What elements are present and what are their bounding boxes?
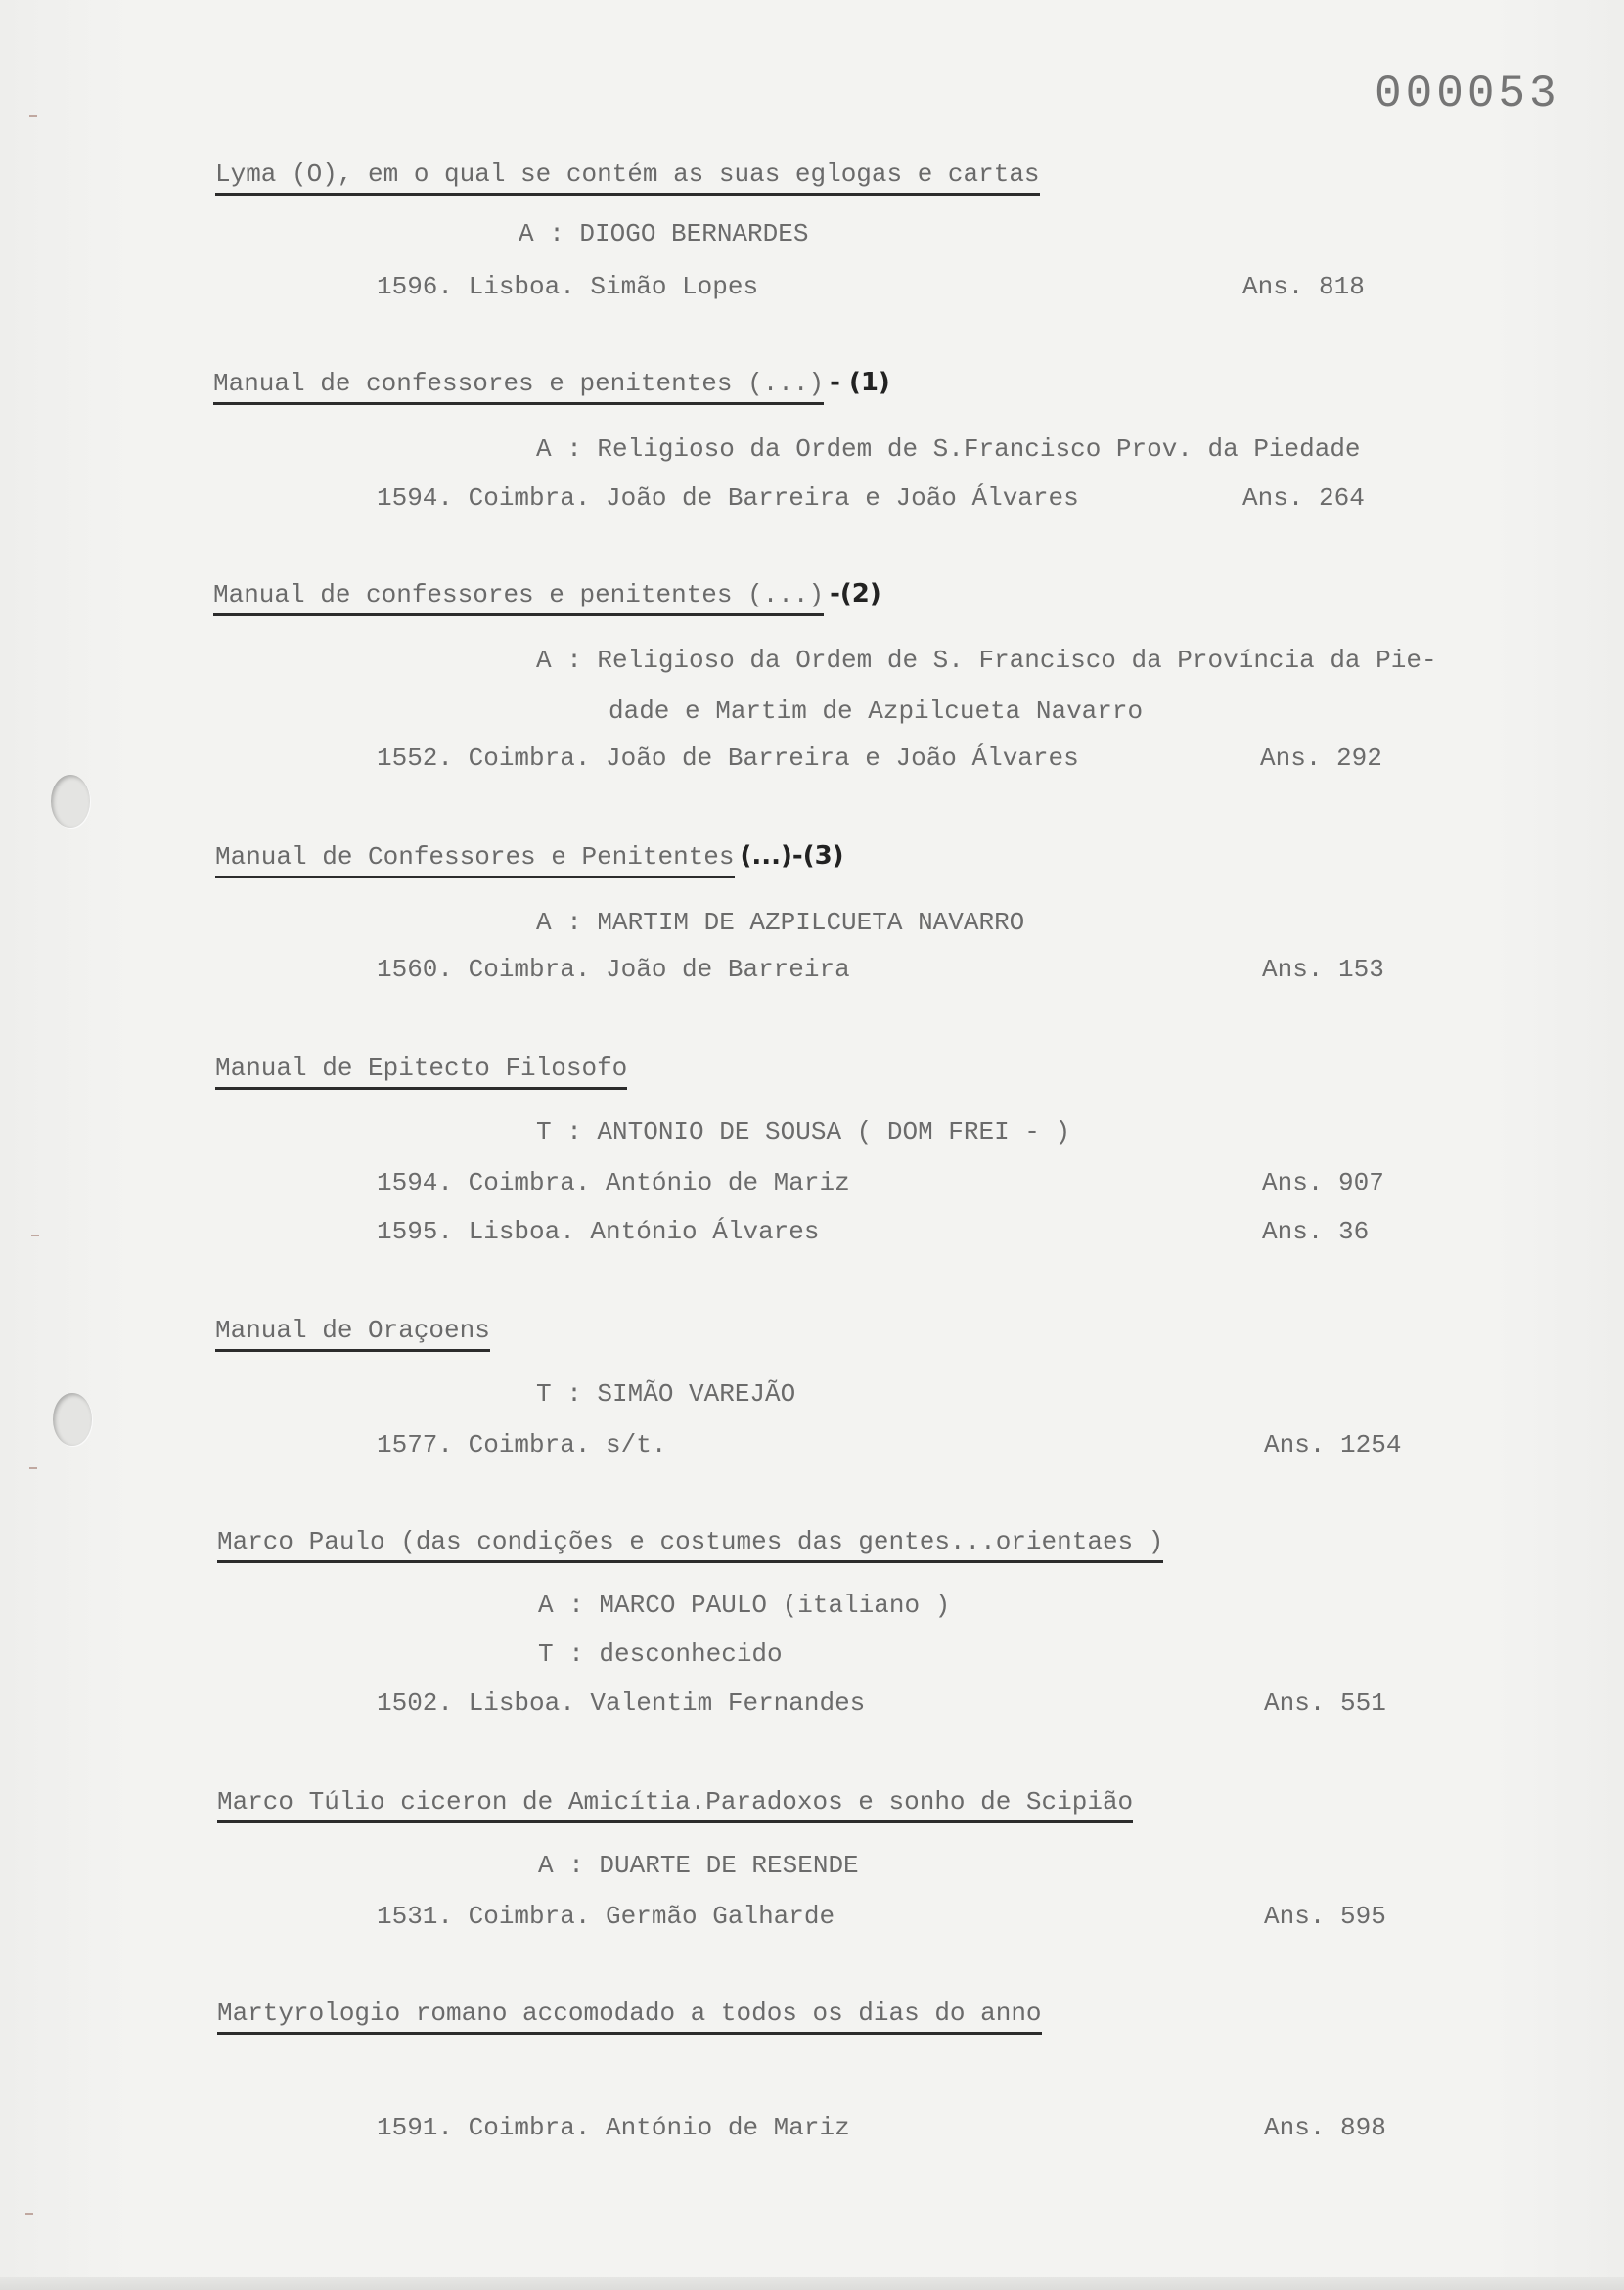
punch-hole — [51, 775, 90, 828]
reference-number: Ans. 818 — [1242, 272, 1365, 301]
author-line: A : MARCO PAULO (italiano ) — [538, 1591, 951, 1620]
reference-number: Ans. 153 — [1262, 955, 1384, 984]
scan-bottom-edge — [0, 2277, 1624, 2290]
reference-number: Ans. 36 — [1262, 1217, 1370, 1246]
imprint-line: 1596. Lisboa. Simão Lopes — [377, 272, 759, 301]
reference-number: Ans. 551 — [1264, 1688, 1386, 1718]
author-line: A : DUARTE DE RESENDE — [538, 1851, 859, 1880]
margin-mark — [29, 1467, 37, 1469]
entry-title: Manual de confessores e penitentes (...) -(2) — [213, 579, 881, 616]
author-line: A : DIOGO BERNARDES — [519, 219, 809, 248]
entry-title: Martyrologio romano accomodado a todos os dias do anno — [217, 1998, 1048, 2035]
imprint-line: 1502. Lisboa. Valentim Fernandes — [377, 1688, 866, 1718]
entry-title: Manual de Oraçoens — [215, 1315, 496, 1352]
author-line: A : MARTIM DE AZPILCUETA NAVARRO — [536, 908, 1025, 937]
translator-line: T : SIMÃO VAREJÃO — [536, 1379, 796, 1409]
entry-title: Manual de Epitecto Filosofo — [215, 1053, 633, 1090]
imprint-line: 1594. Coimbra. João de Barreira e João Álvares — [377, 483, 1079, 513]
reference-number: Ans. 898 — [1264, 2113, 1386, 2142]
translator-line: T : desconhecido — [538, 1639, 783, 1669]
imprint-line: 1531. Coimbra. Germão Galharde — [377, 1902, 835, 1931]
imprint-line: 1577. Coimbra. s/t. — [377, 1430, 667, 1459]
entry-title: Lyma (O), em o qual se contém as suas eglogas e cartas — [215, 158, 1046, 196]
entry-title: Manual de Confessores e Penitentes (...)-(3) — [215, 841, 844, 878]
author-line: A : Religioso da Ordem de S.Francisco Prov. da Piedade — [536, 434, 1361, 464]
reference-number: Ans. 907 — [1262, 1168, 1384, 1197]
margin-mark — [31, 1235, 39, 1236]
imprint-line: 1560. Coimbra. João de Barreira — [377, 955, 850, 984]
imprint-line: 1552. Coimbra. João de Barreira e João Álvares — [377, 743, 1079, 773]
margin-mark — [29, 115, 37, 117]
reference-number: Ans. 264 — [1242, 483, 1365, 513]
entry-title: Marco Túlio ciceron de Amicítia.Paradoxos e sonho de Scipião — [217, 1786, 1139, 1823]
author-line: A : Religioso da Ordem de S. Francisco da Província da Pie- — [536, 646, 1437, 675]
imprint-line: 1594. Coimbra. António de Mariz — [377, 1168, 850, 1197]
entry-title: Manual de confessores e penitentes (...) - (1) — [213, 368, 890, 405]
translator-line: T : ANTONIO DE SOUSA ( DOM FREI - ) — [536, 1117, 1071, 1146]
imprint-line: 1595. Lisboa. António Álvares — [377, 1217, 820, 1246]
punch-hole — [53, 1393, 92, 1446]
reference-number: Ans. 595 — [1264, 1902, 1386, 1931]
author-line-continuation: dade e Martim de Azpilcueta Navarro — [609, 696, 1144, 726]
entry-title: Marco Paulo (das condições e costumes das gentes...orientaes ) — [217, 1526, 1169, 1563]
imprint-line: 1591. Coimbra. António de Mariz — [377, 2113, 850, 2142]
margin-mark — [25, 2213, 33, 2215]
page-number: 000053 — [1375, 68, 1560, 119]
reference-number: Ans. 292 — [1260, 743, 1382, 773]
reference-number: Ans. 1254 — [1264, 1430, 1402, 1459]
